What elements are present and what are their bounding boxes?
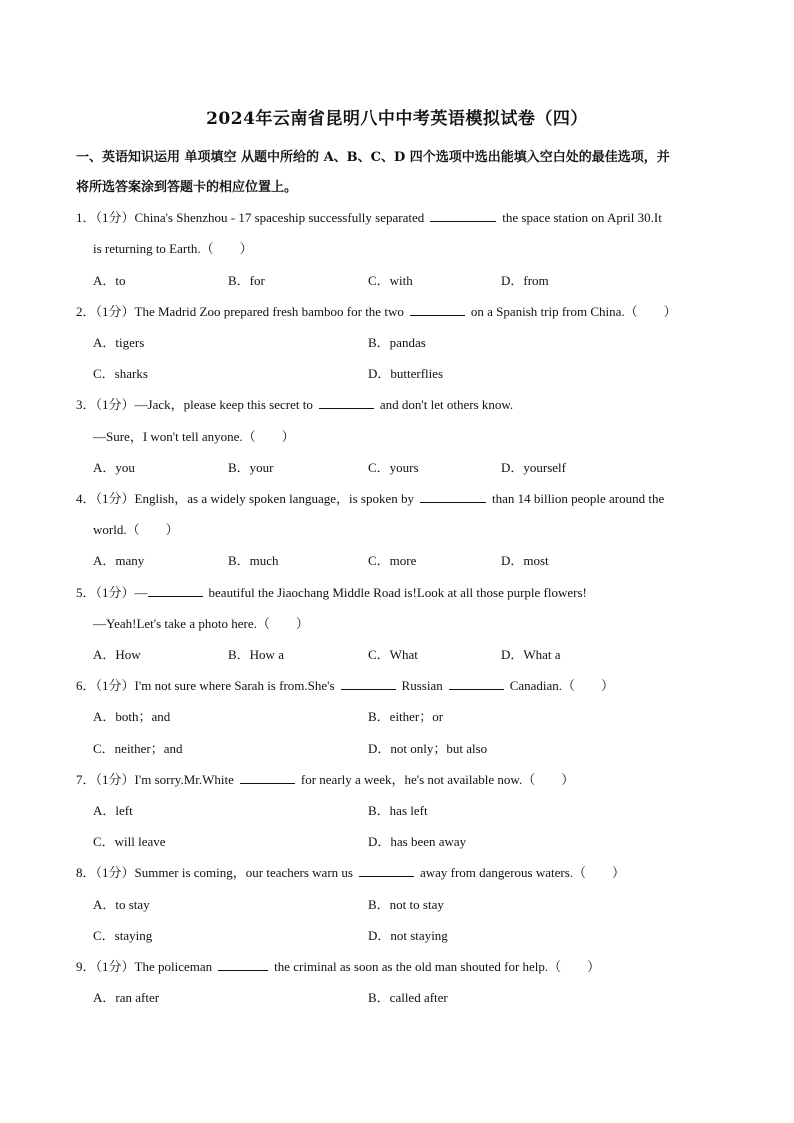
question-9-stem-part-a: The policeman (134, 959, 213, 974)
question-3-option-c: C．yours (368, 460, 419, 475)
question-8-stem (76, 862, 625, 881)
question-5-stem-part-b: beautiful the Jiaochang Middle Road is!Look at all those purple flowers! (208, 585, 587, 600)
question-2-option-a: A．tigers (93, 335, 145, 350)
question-1-stem-part-b: the space station on April 30.It (502, 210, 662, 225)
question-1-score: （1分） (95, 210, 135, 225)
question-6-stem-part-c: Canadian.（ ） (509, 678, 615, 693)
question-9-score: （1分） (95, 959, 135, 974)
question-6-stem-part-b: Russian (401, 678, 443, 693)
question-6-option-d: D．not only；but also (368, 741, 488, 756)
question-7-option-b: B．has left (368, 803, 428, 818)
answer-blank (240, 771, 295, 784)
question-6-stem-part-a: I'm not sure where Sarah is from.She's (134, 678, 335, 693)
question-4-number: 4． (76, 491, 96, 506)
question-1-stem (76, 207, 662, 226)
question-1-option-a: A．to (93, 273, 126, 288)
question-1-stem-part-a: China's Shenzhou - 17 spaceship successfully separated (134, 210, 425, 225)
answer-blank (148, 584, 203, 597)
question-9-number: 9． (76, 959, 96, 974)
question-6-score: （1分） (95, 678, 135, 693)
question-4-stem-part-a: English，as a widely spoken language，is spoken by (134, 491, 414, 506)
answer-blank (218, 958, 268, 971)
question-8-stem-part-b: away from dangerous waters.（ ） (419, 865, 626, 880)
question-3-option-d: D．yourself (501, 460, 566, 475)
section-instructions-line1: 一、英语知识运用 单项填空 从题中所给的 A、B、C、D 四个选项中选出能填入空白处的最佳选项，并 (76, 150, 670, 165)
question-9-stem-part-b: the criminal as soon as the old man shouted for help.（ ） (274, 959, 601, 974)
question-8-option-c: C．staying (93, 928, 153, 943)
question-3-stem (76, 394, 513, 413)
question-3-number: 3． (76, 397, 96, 412)
question-4-option-d: D．most (501, 553, 549, 568)
answer-blank (420, 490, 486, 503)
question-2-option-c: C．sharks (93, 366, 148, 381)
question-5-stem (76, 582, 587, 601)
question-2-option-d: D．butterflies (368, 366, 444, 381)
question-2-number: 2． (76, 304, 96, 319)
question-8-score: （1分） (95, 865, 135, 880)
question-4-stem-part-b: than 14 billion people around the (492, 491, 665, 506)
question-2-option-b: B．pandas (368, 335, 426, 350)
answer-blank (359, 864, 414, 877)
question-1-continuation: is returning to Earth.（ ） (93, 241, 253, 256)
question-8-option-a: A．to stay (93, 897, 150, 912)
question-5-stem-part-a: — (134, 585, 148, 600)
question-3-score: （1分） (95, 397, 135, 412)
question-6-option-b: B．either；or (368, 709, 444, 724)
question-9-option-a: A．ran after (93, 990, 160, 1005)
question-8-option-d: D．not staying (368, 928, 448, 943)
question-5-score: （1分） (95, 585, 135, 600)
answer-blank (430, 209, 496, 222)
question-4-option-b: B．much (228, 553, 279, 568)
question-4-option-c: C．more (368, 553, 417, 568)
question-2-stem-part-b: on a Spanish trip from China.（ ） (470, 304, 677, 319)
question-7-option-a: A．left (93, 803, 133, 818)
question-6-number: 6． (76, 678, 96, 693)
question-7-score: （1分） (95, 772, 135, 787)
question-3-stem-part-a: —Jack，please keep this secret to (134, 397, 313, 412)
question-7-option-c: C．will leave (93, 834, 166, 849)
question-3-option-b: B．your (228, 460, 274, 475)
question-1-option-c: C．with (368, 273, 413, 288)
question-4-option-a: A．many (93, 553, 145, 568)
question-3-stem-part-b: and don't let others know. (379, 397, 514, 412)
question-5-continuation: —Yeah!Let's take a photo here.（ ） (93, 616, 309, 631)
question-7-number: 7． (76, 772, 96, 787)
question-4-score: （1分） (95, 491, 135, 506)
question-3-option-a: A．you (93, 460, 135, 475)
question-5-option-c: C．What (368, 647, 418, 662)
question-2-score: （1分） (95, 304, 135, 319)
question-7-option-d: D．has been away (368, 834, 467, 849)
question-7-stem-part-a: I'm sorry.Mr.White (134, 772, 234, 787)
question-5-option-d: D．What a (501, 647, 561, 662)
answer-blank (449, 677, 504, 690)
question-3-continuation: —Sure，I won't tell anyone.（ ） (93, 429, 295, 444)
section-instructions-line2: 将所选答案涂到答题卡的相应位置上。 (76, 180, 298, 195)
question-1-option-d: D．from (501, 273, 549, 288)
question-9-option-b: B．called after (368, 990, 448, 1005)
question-2-stem (76, 301, 677, 320)
answer-blank (319, 396, 374, 409)
question-5-option-b: B．How a (228, 647, 284, 662)
answer-blank (410, 303, 465, 316)
page-title: 2024年云南省昆明八中中考英语模拟试卷（四） (206, 109, 588, 129)
question-8-number: 8． (76, 865, 96, 880)
question-2-stem-part-a: The Madrid Zoo prepared fresh bamboo for the two (134, 304, 404, 319)
answer-blank (341, 677, 396, 690)
question-1-number: 1． (76, 210, 96, 225)
question-9-stem (76, 956, 600, 975)
question-6-option-c: C．neither；and (93, 741, 183, 756)
question-8-option-b: B．not to stay (368, 897, 444, 912)
question-5-option-a: A．How (93, 647, 141, 662)
question-6-option-a: A．both；and (93, 709, 171, 724)
question-5-number: 5． (76, 585, 96, 600)
question-7-stem-part-b: for nearly a week，he's not available now.（ ） (300, 772, 575, 787)
question-7-stem (76, 769, 574, 788)
question-8-stem-part-a: Summer is coming，our teachers warn us (134, 865, 353, 880)
question-1-option-b: B．for (228, 273, 265, 288)
question-6-stem (76, 675, 614, 694)
question-4-continuation: world.（ ） (93, 522, 179, 537)
question-4-stem (76, 488, 664, 507)
